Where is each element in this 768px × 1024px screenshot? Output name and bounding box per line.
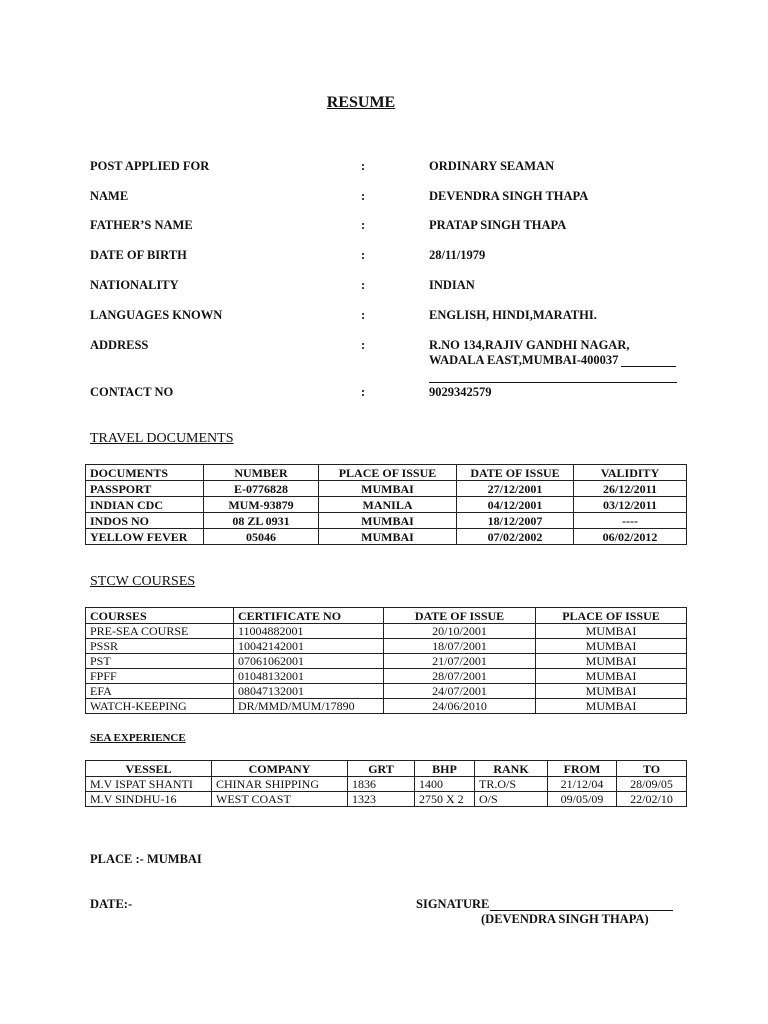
field-value-name: DEVENDRA SINGH THAPA bbox=[429, 189, 589, 203]
table-cell: 08047132001 bbox=[234, 684, 384, 699]
table-cell: INDOS NO bbox=[86, 513, 204, 529]
table-row bbox=[86, 624, 687, 639]
table-cell: MUMBAI bbox=[319, 481, 457, 497]
column-header: RANK bbox=[475, 761, 548, 777]
table-cell: 05046 bbox=[204, 529, 319, 545]
signature-name: (DEVENDRA SINGH THAPA) bbox=[481, 912, 649, 926]
table-cell: ---- bbox=[574, 513, 687, 529]
field-label-post: POST APPLIED FOR bbox=[90, 159, 210, 173]
table-cell: 09/05/09 bbox=[548, 792, 617, 807]
table-cell: 11004882001 bbox=[234, 624, 384, 639]
table-cell: EFA bbox=[86, 684, 234, 699]
table-cell: MUMBAI bbox=[536, 639, 687, 654]
table-cell: MUMBAI bbox=[319, 513, 457, 529]
table-row bbox=[86, 792, 687, 807]
column-header: DATE OF ISSUE bbox=[384, 608, 536, 624]
table-cell: INDIAN CDC bbox=[86, 497, 204, 513]
table-cell: 10042142001 bbox=[234, 639, 384, 654]
table-cell: MANILA bbox=[319, 497, 457, 513]
field-label-address: ADDRESS bbox=[90, 338, 149, 352]
field-label-dob: DATE OF BIRTH bbox=[90, 248, 187, 262]
table-cell: E-0776828 bbox=[204, 481, 319, 497]
table-cell: M.V SINDHU-16 bbox=[86, 792, 212, 807]
field-label-name: NAME bbox=[90, 189, 129, 203]
column-header: GRT bbox=[348, 761, 415, 777]
table-row bbox=[86, 481, 687, 497]
table-cell: 18/12/2007 bbox=[457, 513, 574, 529]
table-cell: 28/07/2001 bbox=[384, 669, 536, 684]
table-cell: 06/02/2012 bbox=[574, 529, 687, 545]
table-row bbox=[86, 699, 687, 714]
sea-experience-table bbox=[85, 760, 687, 807]
column-header: FROM bbox=[548, 761, 617, 777]
table-cell: MUMBAI bbox=[319, 529, 457, 545]
field-colon: : bbox=[361, 338, 366, 352]
table-cell: PASSPORT bbox=[86, 481, 204, 497]
field-colon: : bbox=[361, 248, 366, 262]
field-value-languages: ENGLISH, HINDI,MARATHI. bbox=[429, 308, 597, 322]
table-cell: 20/10/2001 bbox=[384, 624, 536, 639]
field-label-contact: CONTACT NO bbox=[90, 385, 174, 399]
field-value-father: PRATAP SINGH THAPA bbox=[429, 218, 567, 232]
column-header: VALIDITY bbox=[574, 465, 687, 481]
table-row bbox=[86, 639, 687, 654]
table-cell: WEST COAST bbox=[212, 792, 348, 807]
table-cell: O/S bbox=[475, 792, 548, 807]
table-cell: WATCH-KEEPING bbox=[86, 699, 234, 714]
field-colon: : bbox=[361, 308, 366, 322]
sea-experience-heading: SEA EXPERIENCE bbox=[90, 732, 186, 744]
table-cell: MUMBAI bbox=[536, 624, 687, 639]
table-cell: 07/02/2002 bbox=[457, 529, 574, 545]
table-cell: MUMBAI bbox=[536, 699, 687, 714]
resume-title: RESUME bbox=[326, 94, 396, 111]
table-row bbox=[86, 684, 687, 699]
field-value-dob: 28/11/1979 bbox=[429, 248, 486, 262]
table-row bbox=[86, 513, 687, 529]
table-row bbox=[86, 497, 687, 513]
travel-documents-heading: TRAVEL DOCUMENTS bbox=[90, 431, 234, 446]
table-cell: 26/12/2011 bbox=[574, 481, 687, 497]
signature-label: SIGNATURE bbox=[416, 897, 490, 911]
place-line: PLACE :- MUMBAI bbox=[90, 852, 202, 866]
table-cell: 21/07/2001 bbox=[384, 654, 536, 669]
column-header: DOCUMENTS bbox=[86, 465, 204, 481]
field-label-languages: LANGUAGES KNOWN bbox=[90, 308, 223, 322]
table-cell: 01048132001 bbox=[234, 669, 384, 684]
table-row bbox=[86, 654, 687, 669]
stcw-courses-heading: STCW COURSES bbox=[90, 574, 196, 589]
table-cell: 21/12/04 bbox=[548, 777, 617, 792]
field-colon: : bbox=[361, 189, 366, 203]
table-header-row bbox=[86, 465, 687, 481]
table-row bbox=[86, 669, 687, 684]
table-row bbox=[86, 777, 687, 792]
field-value-contact: 9029342579 bbox=[429, 385, 492, 399]
table-cell: 24/06/2010 bbox=[384, 699, 536, 714]
table-cell: 27/12/2001 bbox=[457, 481, 574, 497]
address-line-2: WADALA EAST,MUMBAI-400037 bbox=[429, 353, 619, 367]
table-cell: YELLOW FEVER bbox=[86, 529, 204, 545]
table-cell: 24/07/2001 bbox=[384, 684, 536, 699]
field-colon: : bbox=[361, 218, 366, 232]
address-underline-long bbox=[429, 382, 677, 383]
address-line-1: R.NO 134,RAJIV GANDHI NAGAR, bbox=[429, 338, 630, 352]
table-cell: MUMBAI bbox=[536, 654, 687, 669]
address-underline-short bbox=[621, 366, 676, 367]
table-cell: CHINAR SHIPPING bbox=[212, 777, 348, 792]
table-cell: 08 ZL 0931 bbox=[204, 513, 319, 529]
table-header-row bbox=[86, 761, 687, 777]
table-cell: 1400 bbox=[415, 777, 475, 792]
column-header: PLACE OF ISSUE bbox=[319, 465, 457, 481]
table-cell: MUMBAI bbox=[536, 684, 687, 699]
table-cell: 1836 bbox=[348, 777, 415, 792]
field-label-father: FATHER’S NAME bbox=[90, 218, 193, 232]
table-cell: 04/12/2001 bbox=[457, 497, 574, 513]
travel-documents-table bbox=[85, 464, 687, 545]
table-cell: 03/12/2011 bbox=[574, 497, 687, 513]
table-row bbox=[86, 529, 687, 545]
table-cell: 28/09/05 bbox=[617, 777, 687, 792]
column-header: PLACE OF ISSUE bbox=[536, 608, 687, 624]
table-cell: MUM-93879 bbox=[204, 497, 319, 513]
column-header: TO bbox=[617, 761, 687, 777]
column-header: COMPANY bbox=[212, 761, 348, 777]
signature-line bbox=[490, 910, 673, 911]
field-label-nationality: NATIONALITY bbox=[90, 278, 179, 292]
table-cell: PST bbox=[86, 654, 234, 669]
date-line: DATE:- bbox=[90, 897, 133, 911]
column-header: NUMBER bbox=[204, 465, 319, 481]
field-colon: : bbox=[361, 159, 366, 173]
table-cell: DR/MMD/MUM/17890 bbox=[234, 699, 384, 714]
table-cell: M.V ISPAT SHANTI bbox=[86, 777, 212, 792]
column-header: COURSES bbox=[86, 608, 234, 624]
field-colon: : bbox=[361, 278, 366, 292]
table-cell: MUMBAI bbox=[536, 669, 687, 684]
table-cell: 07061062001 bbox=[234, 654, 384, 669]
column-header: DATE OF ISSUE bbox=[457, 465, 574, 481]
column-header: VESSEL bbox=[86, 761, 212, 777]
table-cell: 18/07/2001 bbox=[384, 639, 536, 654]
table-cell: PSSR bbox=[86, 639, 234, 654]
table-cell: TR.O/S bbox=[475, 777, 548, 792]
column-header: BHP bbox=[415, 761, 475, 777]
table-cell: 2750 X 2 bbox=[415, 792, 475, 807]
stcw-courses-table bbox=[85, 607, 687, 714]
table-header-row bbox=[86, 608, 687, 624]
table-cell: FPFF bbox=[86, 669, 234, 684]
field-colon: : bbox=[361, 385, 366, 399]
table-cell: 1323 bbox=[348, 792, 415, 807]
table-cell: PRE-SEA COURSE bbox=[86, 624, 234, 639]
column-header: CERTIFICATE NO bbox=[234, 608, 384, 624]
field-value-nationality: INDIAN bbox=[429, 278, 475, 292]
field-value-post: ORDINARY SEAMAN bbox=[429, 159, 555, 173]
table-cell: 22/02/10 bbox=[617, 792, 687, 807]
